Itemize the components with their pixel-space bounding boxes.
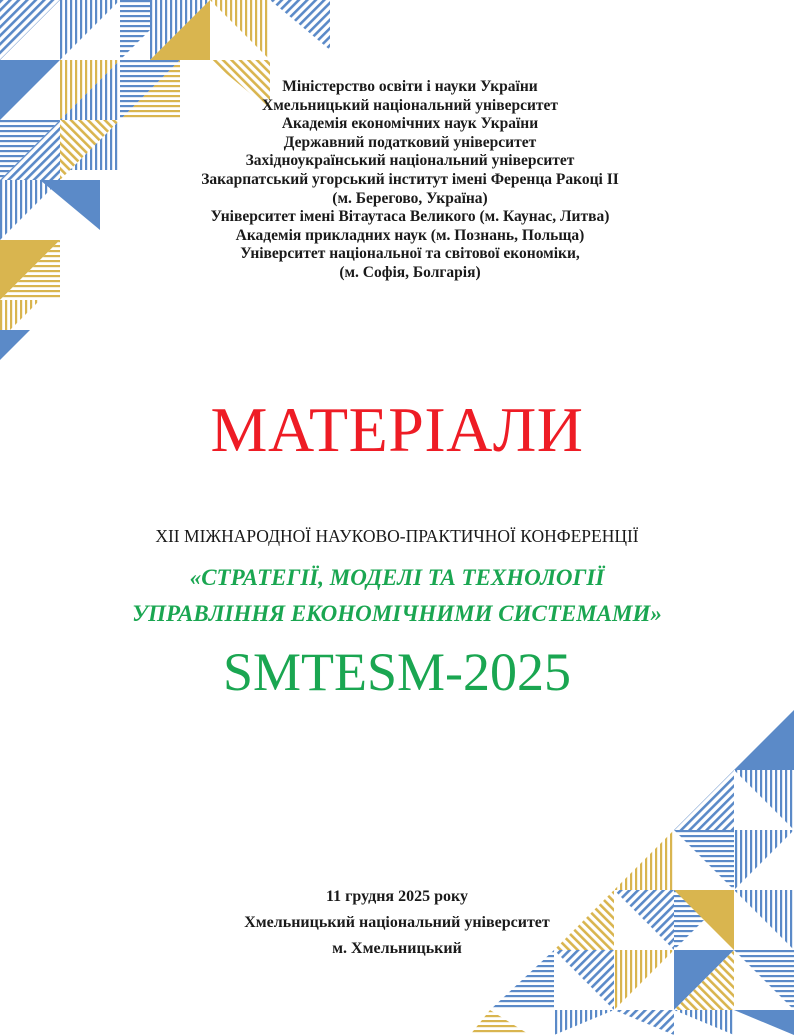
conference-name-line: УПРАВЛІННЯ ЕКОНОМІЧНИМИ СИСТЕМАМИ» [132, 601, 662, 626]
organizer-line: (м. Софія, Болгарія) [339, 263, 481, 281]
organizer-line: Закарпатський угорський інститут імені Ференца Ракоці II [201, 170, 619, 188]
conference-name-line: «СТРАТЕГІЇ, МОДЕЛІ ТА ТЕХНОЛОГІЇ [189, 565, 605, 590]
deco-triangle [0, 0, 60, 60]
organizer-line: Академія прикладних наук (м. Познань, Польща) [235, 226, 585, 244]
organizers-list [150, 78, 670, 283]
deco-triangle [0, 330, 30, 360]
deco-triangle [614, 830, 674, 890]
deco-triangle [554, 1010, 614, 1035]
conference-name [0, 560, 794, 632]
conference-city: м. Хмельницький [332, 940, 462, 957]
deco-triangle [60, 0, 120, 60]
page-title: МАТЕРІАЛИ [210, 394, 584, 465]
deco-triangle [40, 180, 100, 230]
organizer-line: Академія економічних наук України [281, 115, 539, 133]
deco-triangle [614, 1010, 674, 1035]
deco-triangle [470, 1010, 530, 1035]
organizer-line: Державний податковий університет [283, 133, 537, 151]
deco-triangle [674, 770, 734, 830]
deco-triangle [734, 830, 794, 890]
deco-triangle [210, 0, 270, 60]
organizer-line: Хмельницький національний університет [262, 96, 558, 114]
organizer-line: Університет національної та світової економіки, [240, 245, 580, 263]
deco-triangle [674, 1010, 734, 1035]
deco-triangle [734, 710, 794, 770]
conference-date: 11 грудня 2025 року [326, 888, 468, 905]
conference-subtitle: XII МІЖНАРОДНОЇ НАУКОВО-ПРАКТИЧНОЇ КОНФЕРЕНЦІЇ [155, 526, 639, 546]
deco-triangle [674, 830, 734, 890]
organizer-line: Західноукраїнський національний університет [245, 152, 575, 170]
deco-triangle [734, 770, 794, 830]
decorative-triangle-pattern-bottom-right [470, 700, 794, 1035]
organizer-line: (м. Берегово, Україна) [332, 189, 488, 207]
organizer-line: Міністерство освіти і науки України [282, 78, 538, 95]
organizer-line: Університет імені Вітаутаса Великого (м. Каунас, Литва) [210, 208, 610, 226]
conference-acronym: SMTESM-2025 [222, 642, 572, 702]
deco-triangle [270, 0, 330, 50]
conference-venue: Хмельницький національний університет [244, 914, 550, 931]
deco-triangle [0, 60, 60, 120]
deco-triangle [734, 1010, 794, 1035]
conference-footer [0, 884, 794, 962]
